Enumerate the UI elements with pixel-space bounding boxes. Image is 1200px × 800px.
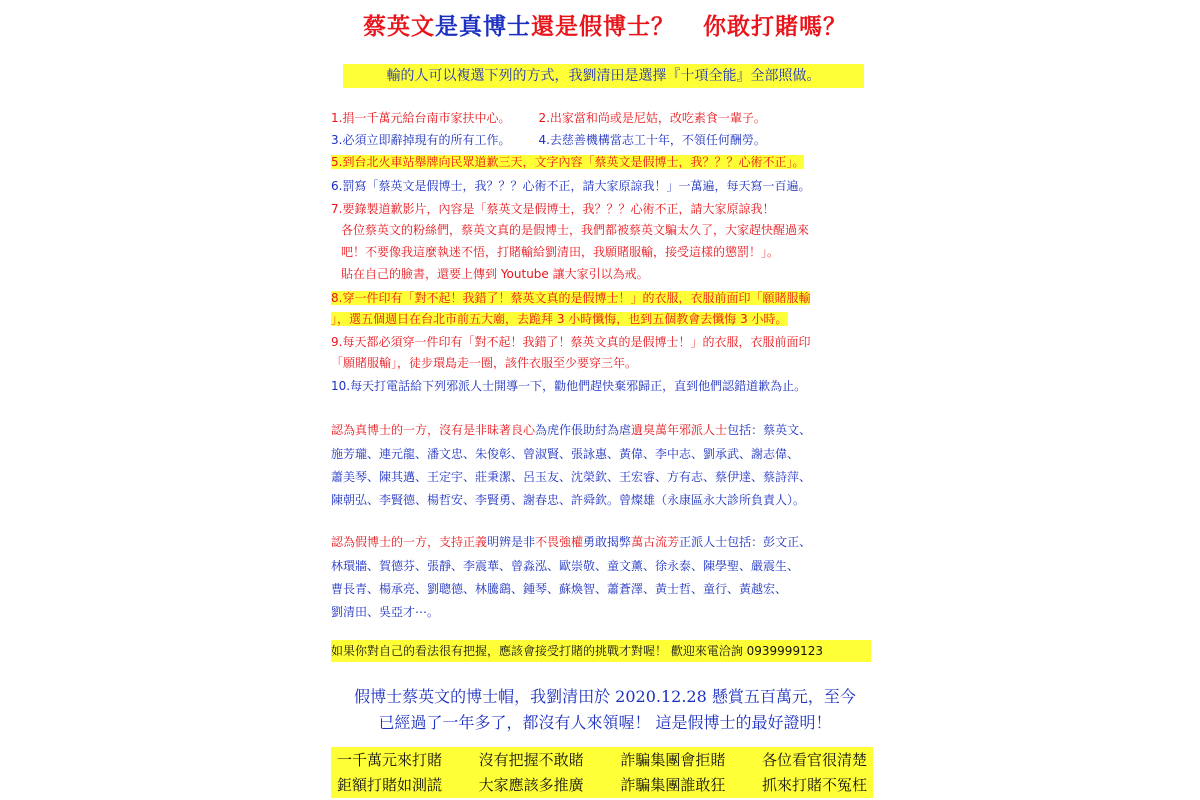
- slogan-4: 各位看官很清楚: [761, 751, 867, 769]
- righteous-camp-names-start: 包括：彭文正、: [727, 535, 812, 549]
- righteous-camp-line-2: 林環牆、賀德芬、張靜、李震華、曾淼泓、歐崇敬、童文薰、徐永泰、陳學聖、嚴震生、: [331, 559, 800, 573]
- list-item-5: 5.到台北火車站舉牌向民眾道歉三天，文字內容「蔡英文是假博士，我？？？心術不正」。: [331, 155, 805, 169]
- slogan-5: 鉅額打賭如測謊: [337, 776, 443, 794]
- list-item-8-line-1-row: [331, 288, 810, 309]
- bounty-line-1: 假博士蔡英文的博士帽，我劉清田於 2020.12.28 懸賞五百萬元，至今: [354, 687, 856, 706]
- list-item-8-line-2: 」，選五個週日在台北市前五大廟，去跪拜 3 小時懺悔，也到五個教會去懺悔 3 小時。: [331, 312, 788, 326]
- list-item-3: 3.必須立即辭掉現有的所有工作。: [331, 133, 511, 147]
- righteous-camp-phrase-3: 勇敢揭弊: [583, 535, 632, 549]
- evil-camp-label: 邪派人士: [679, 423, 728, 437]
- list-item-7-line-3: 吧！不要像我這麼執迷不悟，打賭輸給劉清田，我願賭服輸，接受這樣的懲罰！」。: [341, 245, 780, 259]
- list-item-1: 1.捐一千萬元給台南市家扶中心。: [331, 111, 511, 125]
- slogan-1: 一千萬元來打賭: [337, 751, 443, 769]
- list-item-row-2: [331, 130, 766, 151]
- list-item-8-line-1: 8.穿一件印有「對不起！我錯了！蔡英文真的是假博士！」的衣服，衣服前面印「願賭服輸: [331, 291, 811, 305]
- righteous-camp-phrase-2: 不畏強權: [535, 535, 584, 549]
- evil-camp-names-start: 包括：蔡英文、: [727, 423, 812, 437]
- evil-camp-line-4: 陳朝弘、李賢德、楊哲安、李賢勇、謝春忠、許舜欽。曾燦雄（永康區永大診所負責人）。: [331, 493, 806, 507]
- slogan-7: 詐騙集團誰敢狂: [620, 776, 726, 794]
- evil-camp-line-2: 施芳瓏、連元龍、潘文忠、朱俊彰、曾淑賢、張詠惠、黃偉、李中志、劉承武、謝志偉、: [331, 447, 800, 461]
- bounty-line-2: 已經過了一年多了，都沒有人來領喔！ 這是假博士的最好證明！: [378, 713, 832, 732]
- list-item-row-1: [331, 108, 766, 129]
- righteous-camp-label: 正派人士: [679, 535, 728, 549]
- list-item-7-line-1: 7.要錄製道歉影片，內容是「蔡英文是假博士，我？？？心術不正，請大家原諒我！: [331, 202, 775, 216]
- righteous-camp-line-1: [331, 532, 811, 553]
- list-item-8-line-2-row: [331, 309, 788, 330]
- list-item-9-line-2: 「願賭服輸」，徒步環島走一圈，該件衣服至少要穿三年。: [331, 356, 638, 370]
- intro-banner: 輸的人可以複選下列的方式，我劉清田是選擇『十項全能』全部照做。: [343, 64, 864, 88]
- challenge-note: 如果你對自己的看法很有把握，應該會接受打賭的挑戰才對喔！ 歡迎來電洽詢 0939999123: [331, 640, 871, 662]
- slogan-row-1: [331, 747, 873, 773]
- slogan-3: 詐騙集團會拒賭: [620, 751, 726, 769]
- title-part-4: 你敢打賭嗎？: [703, 13, 847, 40]
- title-part-2: 是真博士: [435, 13, 531, 40]
- slogan-6: 大家應該多推廣: [478, 776, 584, 794]
- list-item-7-line-4: 貼在自己的臉書，還要上傳到 Youtube 讓大家引以為戒。: [341, 267, 649, 281]
- evil-camp-phrase-2: 遺臭萬年: [631, 423, 680, 437]
- slogan-row-2: [331, 772, 873, 798]
- list-item-6: 6.罰寫「蔡英文是假博士，我？？？心術不正，請大家原諒我！」一萬遍，每天寫一百遍。: [331, 179, 811, 193]
- righteous-camp-line-3: 曹長青、楊承亮、劉聰德、林騰鷂、鍾琴、蘇煥智、蕭蒼澤、黃士哲、童行、黃越宏、: [331, 582, 788, 596]
- slogan-2: 沒有把握不敢賭: [478, 751, 584, 769]
- list-item-2: 2.出家當和尚或是尼姑，改吃素食一輩子。: [538, 111, 766, 125]
- evil-camp-phrase-1: 為虎作倀助紂為虐: [535, 423, 632, 437]
- document-page: [325, 0, 885, 800]
- page-title: [325, 8, 885, 41]
- list-item-7-line-2: 各位蔡英文的粉絲們，蔡英文真的是假博士，我們都被蔡英文騙太久了，大家趕快醒過來: [341, 223, 810, 237]
- righteous-camp-intro: 認為假博士的一方，支持正義: [331, 535, 488, 549]
- list-item-9-line-1: 9.每天都必須穿一件印有「對不起！我錯了！蔡英文真的是假博士！」的衣服，衣服前面印: [331, 335, 811, 349]
- title-part-1: 蔡英文: [363, 13, 435, 40]
- evil-camp-line-3: 蕭美琴、陳其邁、王定宇、莊秉潔、呂玉友、沈榮欽、王宏睿、方有志、蔡伊達、蔡詩萍、: [331, 470, 812, 484]
- list-item-10: 10.每天打電話給下列邪派人士開導一下，勸他們趕快棄邪歸正，直到他們認錯道歉為止。: [331, 379, 807, 393]
- list-item-4: 4.去慈善機構當志工十年，不領任何酬勞。: [538, 133, 766, 147]
- righteous-camp-phrase-4: 萬古流芳: [631, 535, 680, 549]
- righteous-camp-line-4: 劉清田、吳亞才⋯。: [331, 605, 440, 619]
- title-part-3: 還是假博士？: [531, 13, 675, 40]
- list-item-5-row: [331, 152, 804, 173]
- righteous-camp-phrase-1: 明辨是非: [487, 535, 536, 549]
- evil-camp-intro: 認為真博士的一方，沒有是非昧著良心: [331, 423, 536, 437]
- evil-camp-line-1: [331, 420, 811, 441]
- slogan-8: 抓來打賭不冤枉: [761, 776, 867, 794]
